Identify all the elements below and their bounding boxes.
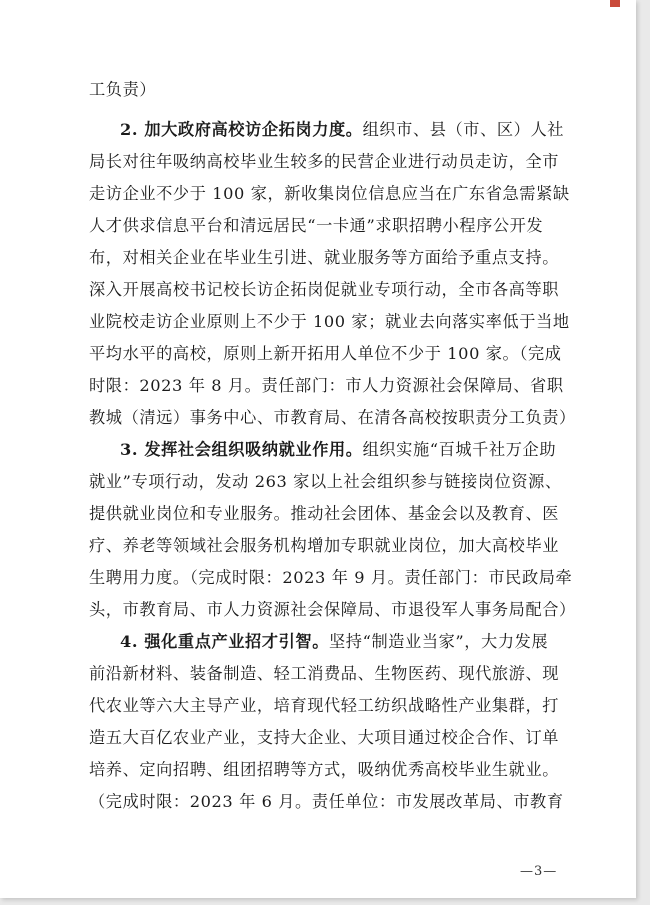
text-line-6: 布，对相关企业在毕业生引进、就业服务等方面给予重点支持。 [89, 248, 560, 267]
text-line-8: 业院校走访企业原则上不少于 100 家；就业去向落实率低于当地 [89, 312, 570, 331]
text-line-16: 生聘用力度。（完成时限：2023 年 9 月。责任部门：市民政局牵 [89, 568, 573, 587]
corner-mark [610, 0, 620, 7]
text-line-15: 疗、养老等领域社会服务机构增加专职就业岗位，加大高校毕业 [89, 536, 560, 555]
text-line-17: 头，市教育局、市人力资源社会保障局、市退役军人事务局配合） [89, 600, 576, 619]
section-3-heading: 3. 发挥社会组织吸纳就业作用。 [120, 440, 363, 459]
page-number: —3— [520, 864, 558, 879]
text-line-14: 提供就业岗位和专业服务。推动社会团体、基金会以及教育、医 [89, 504, 560, 523]
section-2-heading: 2. 加大政府高校访企拓岗力度。 [120, 120, 363, 139]
text-line-3: 局长对往年吸纳高校毕业生较多的民营企业进行动员走访，全市 [89, 152, 560, 171]
text-line-1: 工负责） [89, 80, 157, 99]
text-line-19: 前沿新材料、装备制造、轻工消费品、生物医药、现代旅游、现 [89, 664, 560, 683]
text-line-7: 深入开展高校书记校长访企拓岗促就业专项行动，全市各高等职 [89, 280, 560, 299]
text-line-11: 教城（清远）事务中心、市教育局、在清各高校按职责分工负责） [89, 408, 576, 427]
text-line-23: （完成时限：2023 年 6 月。责任单位：市发展改革局、市教育 [89, 792, 564, 811]
text-line-20: 代农业等六大主导产业，培育现代轻工纺织战略性产业集群，打 [89, 696, 560, 715]
text-line-22: 培养、定向招聘、组团招聘等方式，吸纳优秀高校毕业生就业。 [89, 760, 560, 779]
text-line-21: 造五大百亿农业产业，支持大企业、大项目通过校企合作、订单 [89, 728, 560, 747]
section-2-heading-line: 2. 加大政府高校访企拓岗力度。组织市、县（市、区）人社 [120, 120, 565, 139]
text-line-10: 时限：2023 年 8 月。责任部门：市人力资源社会保障局、省职 [89, 376, 564, 395]
section-3-heading-line: 3. 发挥社会组织吸纳就业作用。组织实施“百城千社万企助 [120, 440, 557, 459]
text-line-4: 走访企业不少于 100 家，新收集岗位信息应当在广东省急需紧缺 [89, 184, 570, 203]
section-4-heading: 4. 强化重点产业招才引智。 [120, 632, 329, 651]
text-line-13: 就业”专项行动，发动 263 家以上社会组织参与链接岗位资源、 [89, 472, 562, 491]
text-line-5: 人才供求信息平台和清远居民“一卡通”求职招聘小程序公开发 [89, 216, 544, 235]
section-4-heading-line: 4. 强化重点产业招才引智。坚持“制造业当家”，大力发展 [120, 632, 549, 651]
text-line-9: 平均水平的高校，原则上新开拓用人单位不少于 100 家。（完成 [89, 344, 562, 363]
